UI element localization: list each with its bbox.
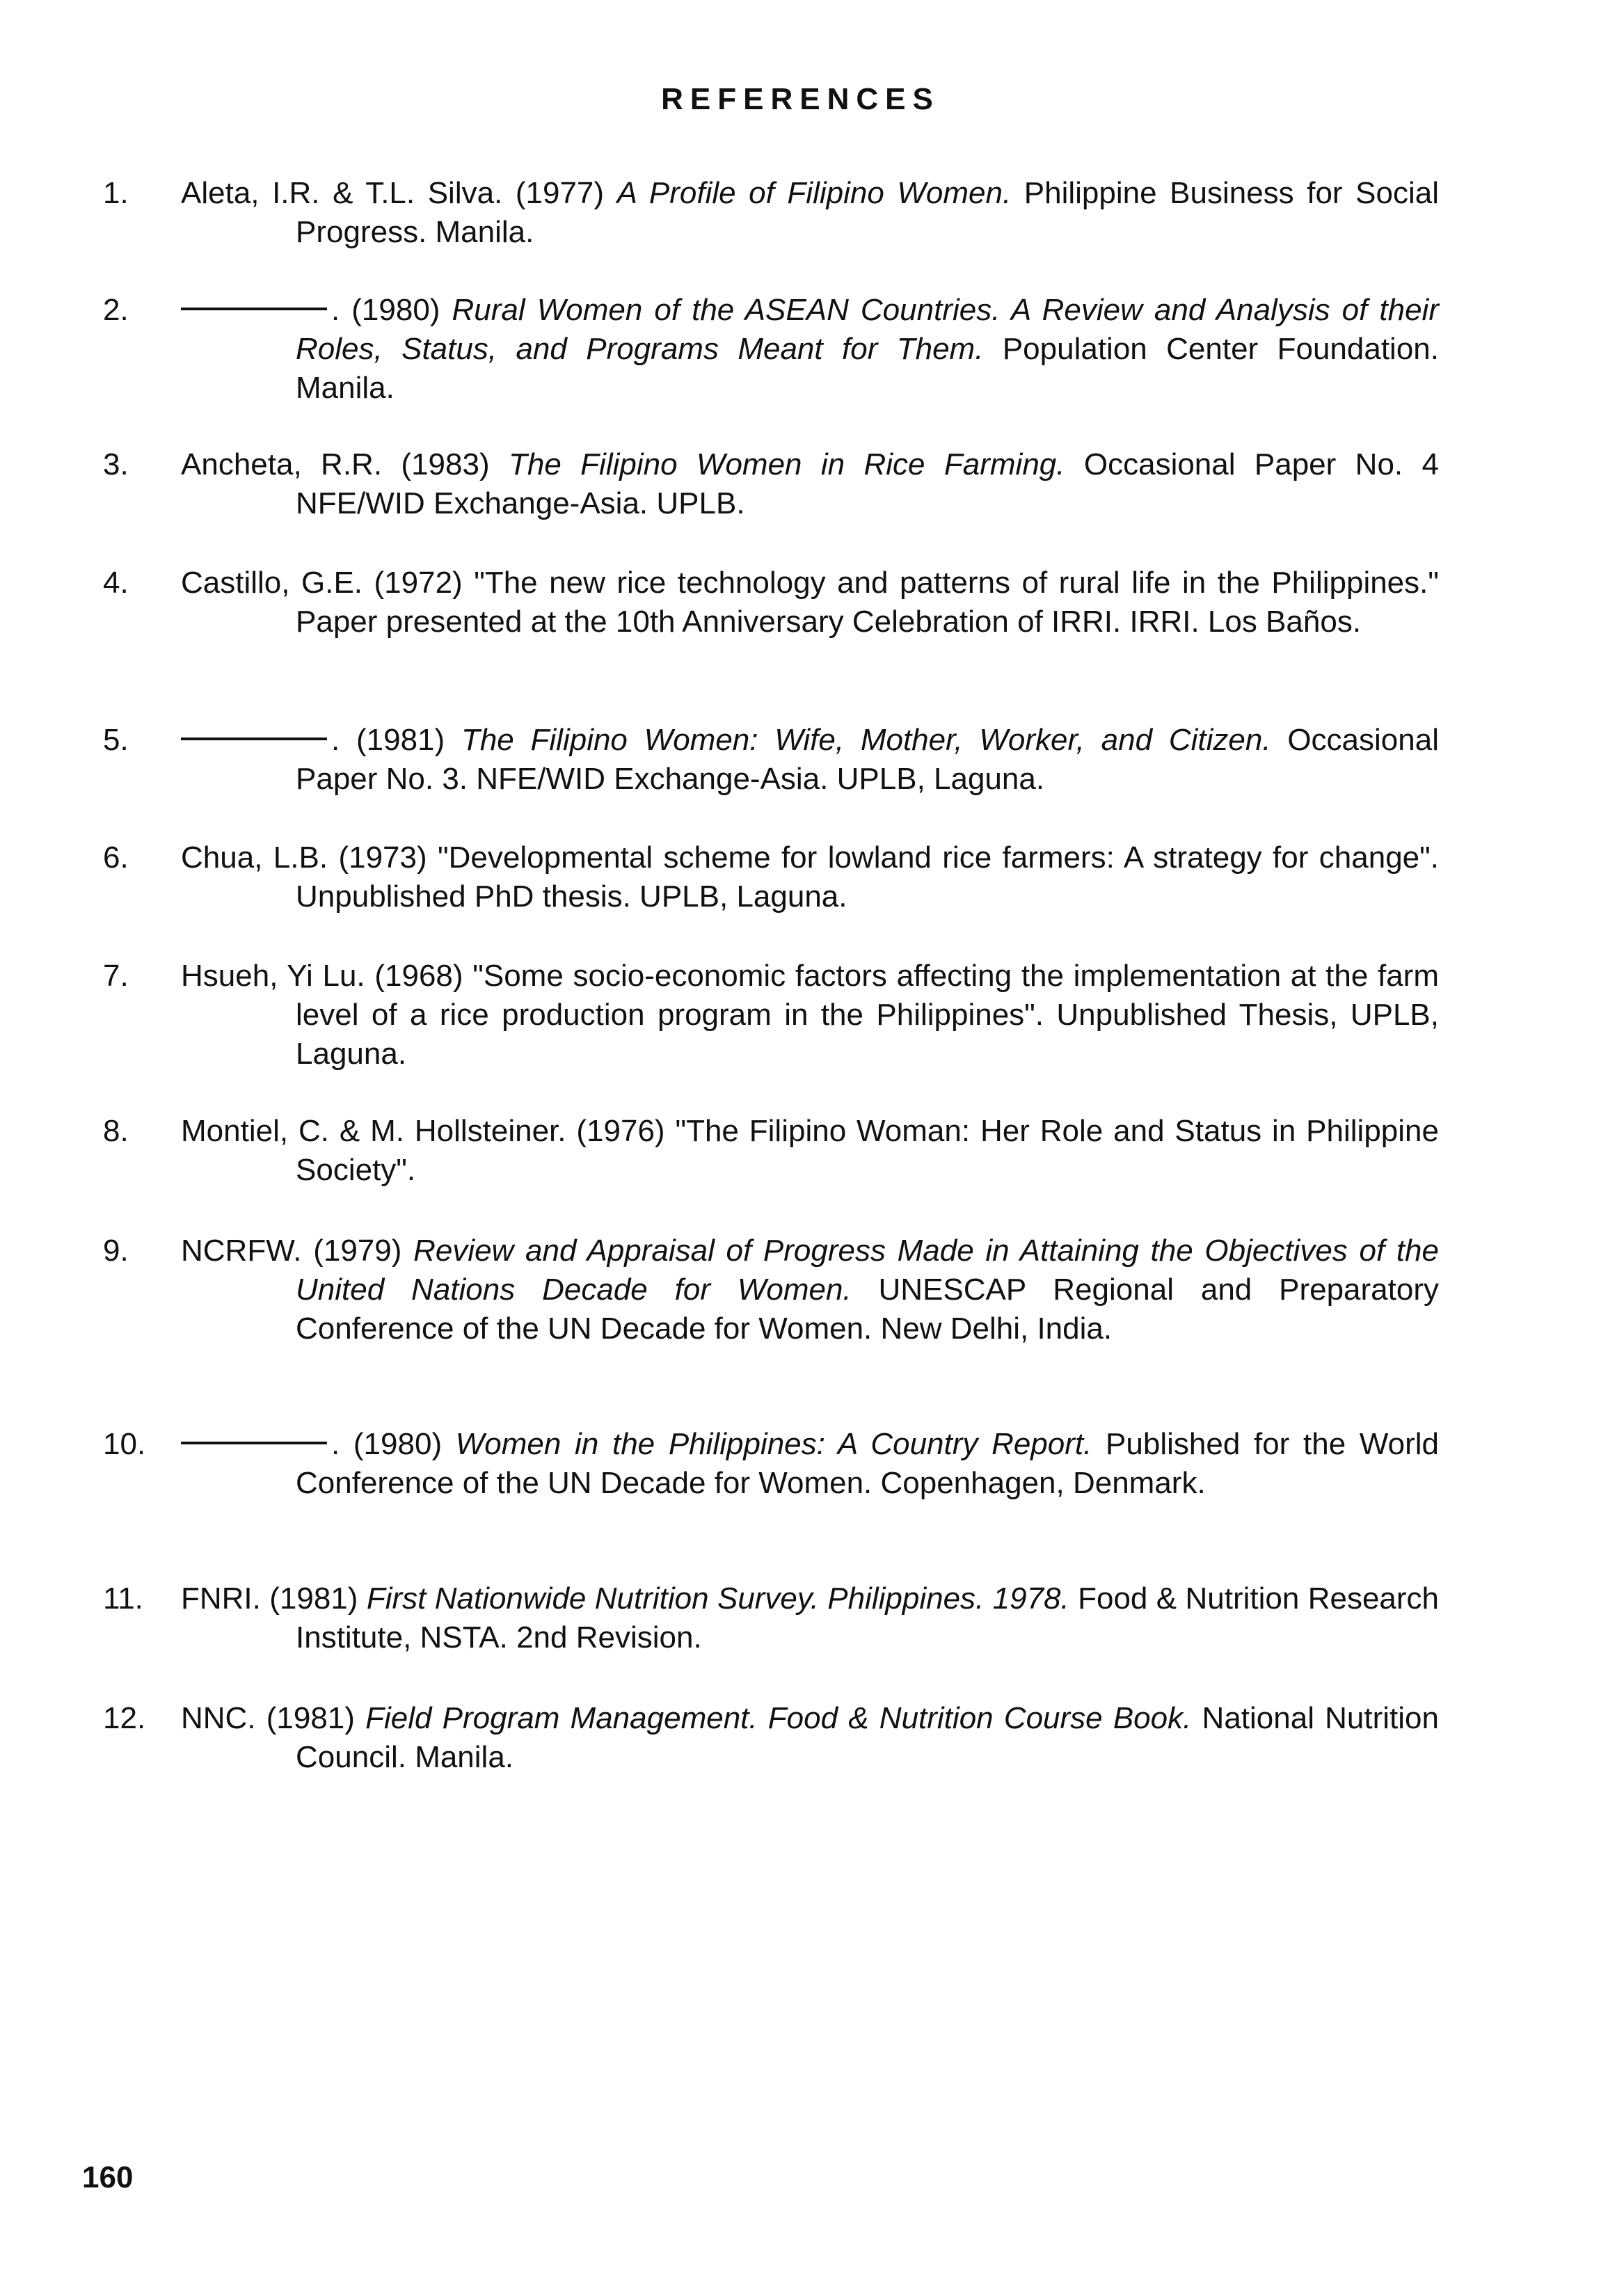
reference-text: Chua, L.B. (1973) "Developmental scheme for lowland rice farmers: A strategy for change". Unpublished PhD thesis. UPLB, Laguna. <box>181 840 1439 914</box>
repeat-author-dash <box>181 738 327 740</box>
page-number: 160 <box>82 2160 134 2194</box>
reference-text: . (1981) The Filipino Women: Wife, Mother, Worker, and Citizen. Occasional Paper No. 3. NFE/WID Exchange-Asia. UPLB, Laguna. <box>181 721 1439 799</box>
page-heading: REFERENCES <box>661 82 940 116</box>
reference-item <box>103 721 1439 799</box>
reference-item <box>103 445 1439 523</box>
reference-number: 1. <box>103 176 129 210</box>
reference-text: NNC. (1981) Field Program Management. Food & Nutrition Course Book. National Nutrition Council. Manila. <box>181 1701 1439 1774</box>
reference-number: 3. <box>103 447 129 481</box>
reference-text: . (1980) Rural Women of the ASEAN Countries. A Review and Analysis of their Roles, Status, and Programs Meant for Them. Population Center Foundation. Manila. <box>181 291 1439 408</box>
reference-item <box>103 1231 1439 1348</box>
reference-item <box>103 957 1439 1074</box>
reference-number: 9. <box>103 1234 129 1268</box>
reference-text: Castillo, G.E. (1972) "The new rice technology and patterns of rural life in the Philippines." Paper presented at the 10th Anniversary Celebration of IRRI. IRRI. Los Baños. <box>181 566 1439 639</box>
reference-number: 7. <box>103 959 129 993</box>
reference-item <box>103 291 1439 408</box>
reference-item <box>103 1112 1439 1190</box>
repeat-author-dash <box>181 1442 327 1444</box>
reference-item <box>103 1699 1439 1777</box>
reference-item <box>103 1425 1439 1503</box>
reference-text: . (1980) Women in the Philippines: A Country Report. Published for the World Conference of the UN Decade for Women. Copenhagen, Denmark. <box>181 1425 1439 1503</box>
reference-number: 12. <box>103 1701 146 1735</box>
reference-item <box>103 838 1439 916</box>
reference-number: 10. <box>103 1427 146 1461</box>
repeat-author-dash <box>181 308 327 310</box>
reference-item <box>103 174 1439 252</box>
reference-text: Aleta, I.R. & T.L. Silva. (1977) A Profile of Filipino Women. Philippine Business for Social Progress. Manila. <box>181 176 1439 249</box>
reference-text: Montiel, C. & M. Hollsteiner. (1976) "The Filipino Woman: Her Role and Status in Philippine Society". <box>181 1114 1439 1187</box>
reference-number: 2. <box>103 293 129 327</box>
reference-item <box>103 1579 1439 1657</box>
reference-text: Hsueh, Yi Lu. (1968) "Some socio-economic factors affecting the implementation at the farm level of a rice production program in the Philippines". Unpublished Thesis, UPLB, Laguna. <box>181 959 1439 1071</box>
reference-text: FNRI. (1981) First Nationwide Nutrition Survey. Philippines. 1978. Food & Nutrition Research Institute, NSTA. 2nd Revision. <box>181 1581 1440 1655</box>
reference-text: NCRFW. (1979) Review and Appraisal of Progress Made in Attaining the Objectives of the United Nations Decade for Women. UNESCAP Regional and Preparatory Conference of the UN Decade for Women. New Delhi, India. <box>181 1234 1439 1346</box>
reference-number: 5. <box>103 723 129 757</box>
reference-number: 6. <box>103 840 129 875</box>
reference-number: 4. <box>103 566 129 600</box>
reference-number: 8. <box>103 1114 129 1148</box>
reference-number: 11. <box>103 1581 143 1616</box>
reference-text: Ancheta, R.R. (1983) The Filipino Women in Rice Farming. Occasional Paper No. 4 NFE/WID Exchange-Asia. UPLB. <box>181 447 1439 520</box>
reference-item <box>103 564 1439 641</box>
